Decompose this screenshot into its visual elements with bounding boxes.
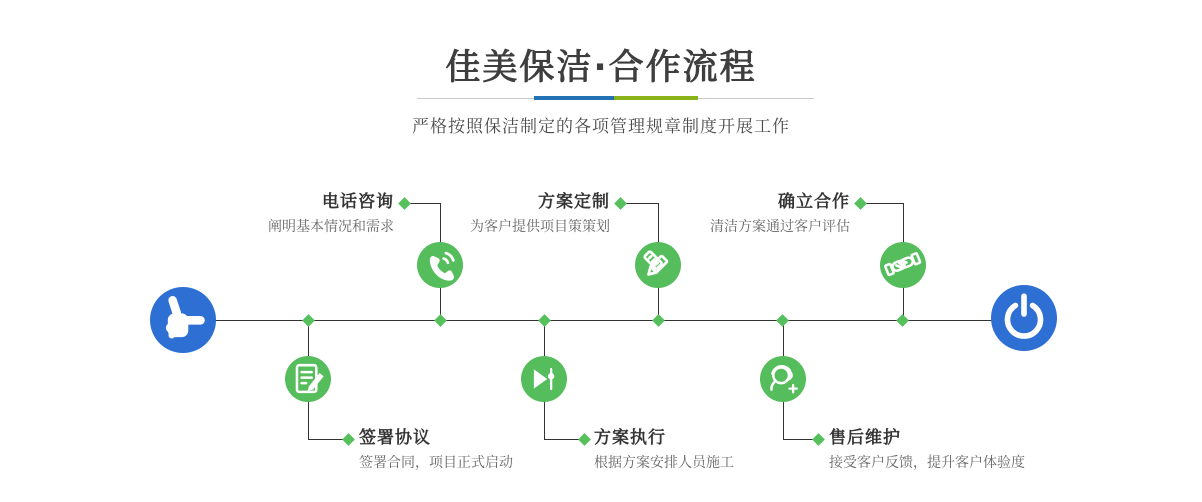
title-divider: [417, 96, 814, 101]
page-title: 佳美保洁·合作流程: [445, 48, 757, 88]
diamond-marker: [614, 197, 627, 210]
phone-icon: [417, 242, 463, 288]
step-label-contract: [359, 427, 513, 472]
step-label-plan-design: [470, 191, 610, 236]
diamond-marker: [398, 197, 411, 210]
handshake-icon: [880, 242, 926, 288]
divider-accent: [534, 96, 698, 100]
diamond-marker: [302, 314, 315, 327]
timeline: [214, 320, 992, 321]
pointing-hand-icon: [150, 287, 216, 353]
contract-node: [285, 356, 331, 402]
page-subtitle: 严格按照保洁制定的各项管理规章制度开展工作: [412, 117, 790, 137]
step-title: 确立合作: [778, 192, 850, 212]
cooperation-node: [880, 242, 926, 288]
diamond-marker: [776, 314, 789, 327]
diamond-marker: [434, 314, 447, 327]
divider-green-segment: [614, 96, 698, 100]
after-sales-node: [760, 356, 806, 402]
step-title: 售后维护: [829, 428, 901, 448]
pencil-ruler-icon: [635, 242, 681, 288]
diamond-marker: [578, 433, 591, 446]
step-desc: 为客户提供项目策策划: [470, 219, 610, 235]
divider-blue-segment: [534, 96, 614, 100]
play-icon: [521, 356, 567, 402]
connector-line: [544, 439, 580, 440]
plan-design-node: [635, 242, 681, 288]
step-title: 电话咨询: [322, 192, 394, 212]
power-icon: [991, 285, 1057, 351]
step-title: 方案执行: [594, 428, 666, 448]
diamond-marker: [538, 314, 551, 327]
diamond-marker: [854, 197, 867, 210]
execution-node: [521, 356, 567, 402]
step-title: 签署协议: [359, 428, 431, 448]
step-desc: 签署合同，项目正式启动: [359, 455, 513, 471]
customer-service-icon: [760, 356, 806, 402]
connector-line: [783, 439, 815, 440]
diamond-marker: [342, 433, 355, 446]
step-label-phone-consult: [268, 191, 394, 236]
step-label-after-sales: [829, 427, 1025, 472]
step-desc: 阐明基本情况和需求: [268, 219, 394, 235]
phone-node: [417, 242, 463, 288]
step-label-execution: [594, 427, 734, 472]
step-label-cooperation: [710, 191, 850, 236]
step-desc: 根据方案安排人员施工: [594, 455, 734, 471]
step-desc: 接受客户反馈，提升客户体验度: [829, 455, 1025, 471]
contract-icon: [285, 356, 331, 402]
step-title: 方案定制: [538, 192, 610, 212]
step-desc: 清洁方案通过客户评估: [710, 219, 850, 235]
diamond-marker: [652, 314, 665, 327]
end-node: [991, 285, 1057, 351]
connector-line: [308, 439, 345, 440]
diamond-marker: [896, 314, 909, 327]
start-node: [150, 287, 216, 353]
diamond-marker: [812, 433, 825, 446]
